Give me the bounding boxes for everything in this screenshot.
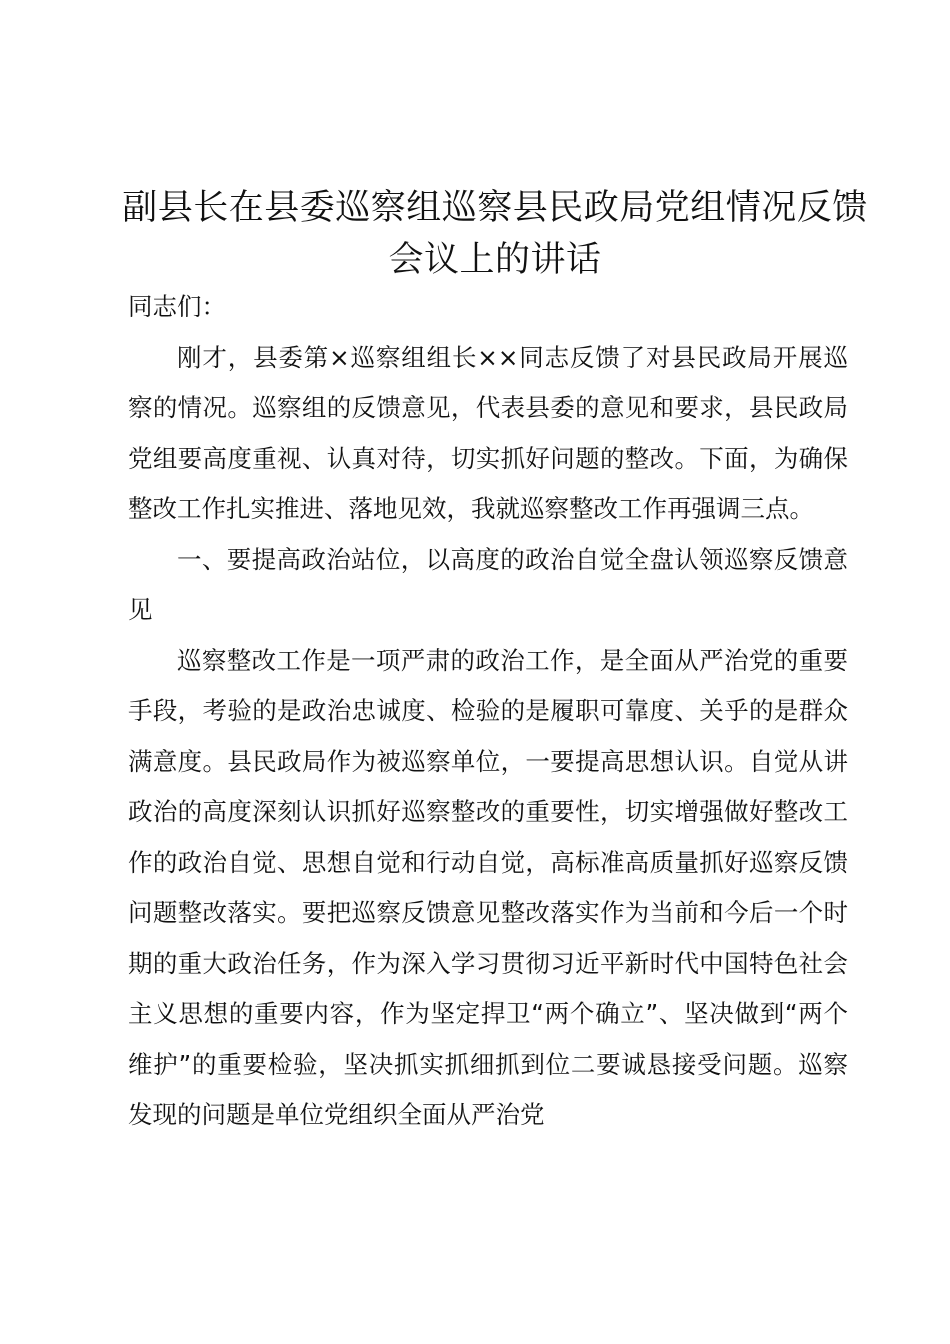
section-heading-1: 一、要提高政治站位，以高度的政治自觉全盘认领巡察反馈意见 <box>128 544 848 624</box>
title-line-1: 副县长在县委巡察组巡察县民政局党组情况反馈 <box>122 188 868 228</box>
document-title <box>100 182 890 286</box>
salutation: 同志们： <box>128 292 226 321</box>
title-line-2: 会议上的讲话 <box>388 240 602 280</box>
paragraph-2: 巡察整改工作是一项严肃的政治工作，是全面从严治党的重要手段，考验的是政治忠诚度、检验的是履职可靠度、关乎的是群众满意度。县民政局作为被巡察单位，一要提高思想认识。自觉从讲政治的高度深刻认识抓好巡察整改的重要性，切实增强做好整改工作的政治自觉、思想自觉和行动自觉，高标准高质量抓好巡察反馈问题整改落实。要把巡察反馈意见整改落实作为当前和今后一个时期的重大政治任务，作为深入学习贯彻习近平新时代中国特色社会主义思想的重要内容，作为坚定捍卫“两个确立”、坚决做到“两个维护”的重要检验，坚决抓实抓细抓到位二要诚恳接受问题。巡察发现的问题是单位党组织全面从严治党 <box>128 645 848 1129</box>
paragraph-1: 刚才，县委第×巡察组组长××同志反馈了对县民政局开展巡察的情况。巡察组的反馈意见，代表县委的意见和要求，县民政局党组要高度重视、认真对待，切实抓好问题的整改。下面，为确保整改工作扎实推进、落地见效，我就巡察整改工作再强调三点。 <box>128 342 848 523</box>
document-body <box>128 282 848 1141</box>
